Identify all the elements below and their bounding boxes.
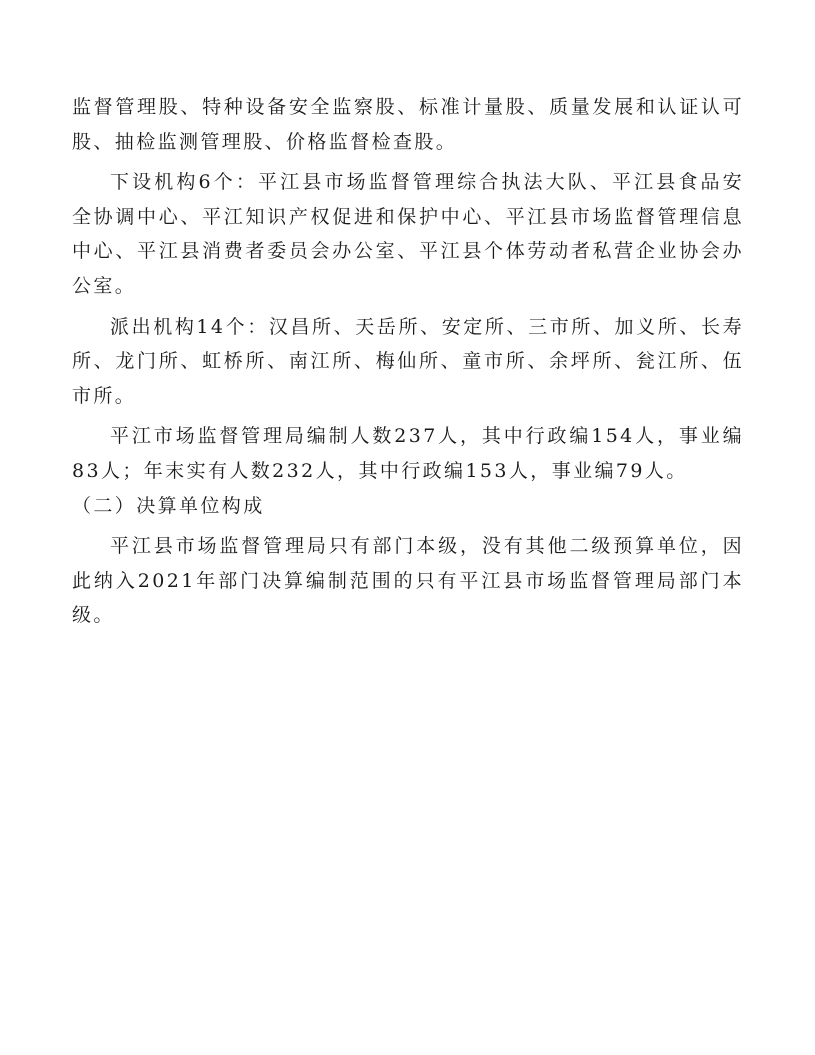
paragraph-budget-units: 平江县市场监督管理局只有部门本级，没有其他二级预算单位，因此纳入2021年部门决算编制范围的只有平江县市场监督管理局部门本级。 bbox=[72, 535, 744, 627]
paragraph-subordinate-institutions: 下设机构6个：平江县市场监督管理综合执法大队、平江县食品安全协调中心、平江知识产权促进和保护中心、平江县市场监督管理信息中心、平江县消费者委员会办公室、平江县个体劳动者私营企业协会办公室。 bbox=[72, 171, 744, 297]
section-heading-budget-units: （二）决算单位构成 bbox=[72, 494, 265, 517]
document-page bbox=[72, 90, 744, 633]
paragraph-dispatched-offices: 派出机构14个：汉昌所、天岳所、安定所、三市所、加义所、长寿所、龙门所、虹桥所、南江所、梅仙所、童市所、余坪所、瓮江所、伍市所。 bbox=[72, 315, 744, 407]
paragraph-continued-departments: 监督管理股、特种设备安全监察股、标准计量股、质量发展和认证认可股、抽检监测管理股、价格监督检查股。 bbox=[72, 96, 744, 153]
paragraph-staffing: 平江市场监督管理局编制人数237人，其中行政编154人，事业编83人；年末实有人数232人，其中行政编153人，事业编79人。 bbox=[72, 425, 744, 482]
